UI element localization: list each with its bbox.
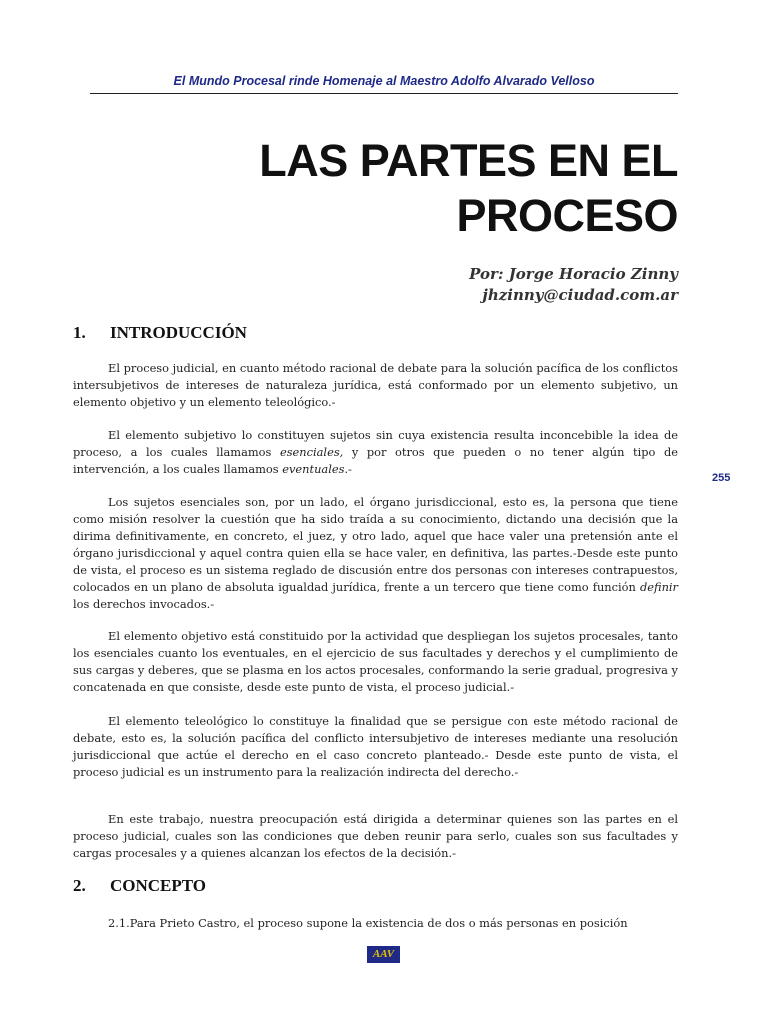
page-title xyxy=(118,133,678,243)
emphasis: definir xyxy=(639,580,678,594)
text: y por otros que pueden o no tener algún tipo de intervención, a los cuales llamamos xyxy=(73,445,678,476)
header-rule xyxy=(90,93,678,94)
text: los derechos invocados.- xyxy=(73,597,215,611)
author-block xyxy=(278,264,678,306)
author-email: jhzinny@ciudad.com.ar xyxy=(482,286,678,304)
section-title: CONCEPTO xyxy=(110,876,207,895)
paragraph: En este trabajo, nuestra preocupación está dirigida a determinar quienes son las partes en el proceso judicial, cuales son las condiciones que deben reunir para serlo, cuales son sus facultades y cargas procesales y a quienes alcanzan los efectos de la decisión.- xyxy=(73,812,678,860)
title-line-2: PROCESO xyxy=(456,190,678,241)
page-number: 255 xyxy=(712,472,731,484)
running-header: El Mundo Procesal rinde Homenaje al Maestro Adolfo Alvarado Velloso xyxy=(173,74,595,88)
text: Los sujetos esenciales son, por un lado, el órgano jurisdiccional, esto es, la persona que tiene como misión resolver la cuestión que ha sido traída a su conocimiento, dictando una decisión que la dirima definitivamente, en concreto, el juez, y otro lado, aquel que hace valer una pretensión ante el órgano jurisdiccional y aquel contra quien ella se hace valer, en definitiva, las partes.-Desde este punto de vista, el proceso es un sistema reglado de discusión entre dos personas con intereses contrapuestos, colocados en un plano de absoluta igualdad jurídica, frente a un tercero que tiene como función xyxy=(73,495,678,594)
section-number: 2. xyxy=(73,876,86,895)
emphasis: esenciales, xyxy=(279,445,344,459)
text: .- xyxy=(344,462,352,476)
section-heading-2 xyxy=(73,876,206,896)
paragraph: El proceso judicial, en cuanto método racional de debate para la solución pacífica de los conflictos intersubjetivos de intereses de naturaleza jurídica, está conformado por un elemento subjetivo, un elemento objetivo y un elemento teleológico.- xyxy=(73,361,678,409)
paragraph: 2.1.Para Prieto Castro, el proceso supone la existencia de dos o más personas en posición xyxy=(108,916,628,930)
paragraph xyxy=(73,427,678,478)
text: El elemento subjetivo lo constituyen sujetos sin cuya existencia resulta inconcebible la idea de proceso, a los cuales llamamos xyxy=(73,428,678,459)
paragraph: El elemento objetivo está constituido por la actividad que despliegan los sujetos procesales, tanto los esenciales cuanto los eventuales, en el ejercicio de sus facultades y derechos y el cumplimiento de sus cargas y deberes, que se plasma en los actos procesales, conformando la serie gradual, progresiva y concatenada en que consiste, desde este punto de vista, el proceso judicial.- xyxy=(73,629,678,694)
author-name: Por: Jorge Horacio Zinny xyxy=(469,265,678,283)
paragraph: El elemento teleológico lo constituye la finalidad que se persigue con este método racional de debate, esto es, la solución pacífica del conflicto intersubjetivo de intereses mediante una resolución jurisdiccional que actúe el derecho en el caso concreto planteado.- Desde este punto de vista, el proceso judicial es un instrumento para la realización indirecta del derecho.- xyxy=(73,714,678,779)
section-title: INTRODUCCIÓN xyxy=(110,323,247,342)
emphasis: eventuales xyxy=(282,462,345,476)
section-heading-1 xyxy=(73,323,247,343)
paragraph xyxy=(73,494,678,613)
title-line-1: LAS PARTES EN EL xyxy=(259,135,678,186)
footer-badge: AAV xyxy=(367,946,400,963)
section-number: 1. xyxy=(73,323,86,342)
